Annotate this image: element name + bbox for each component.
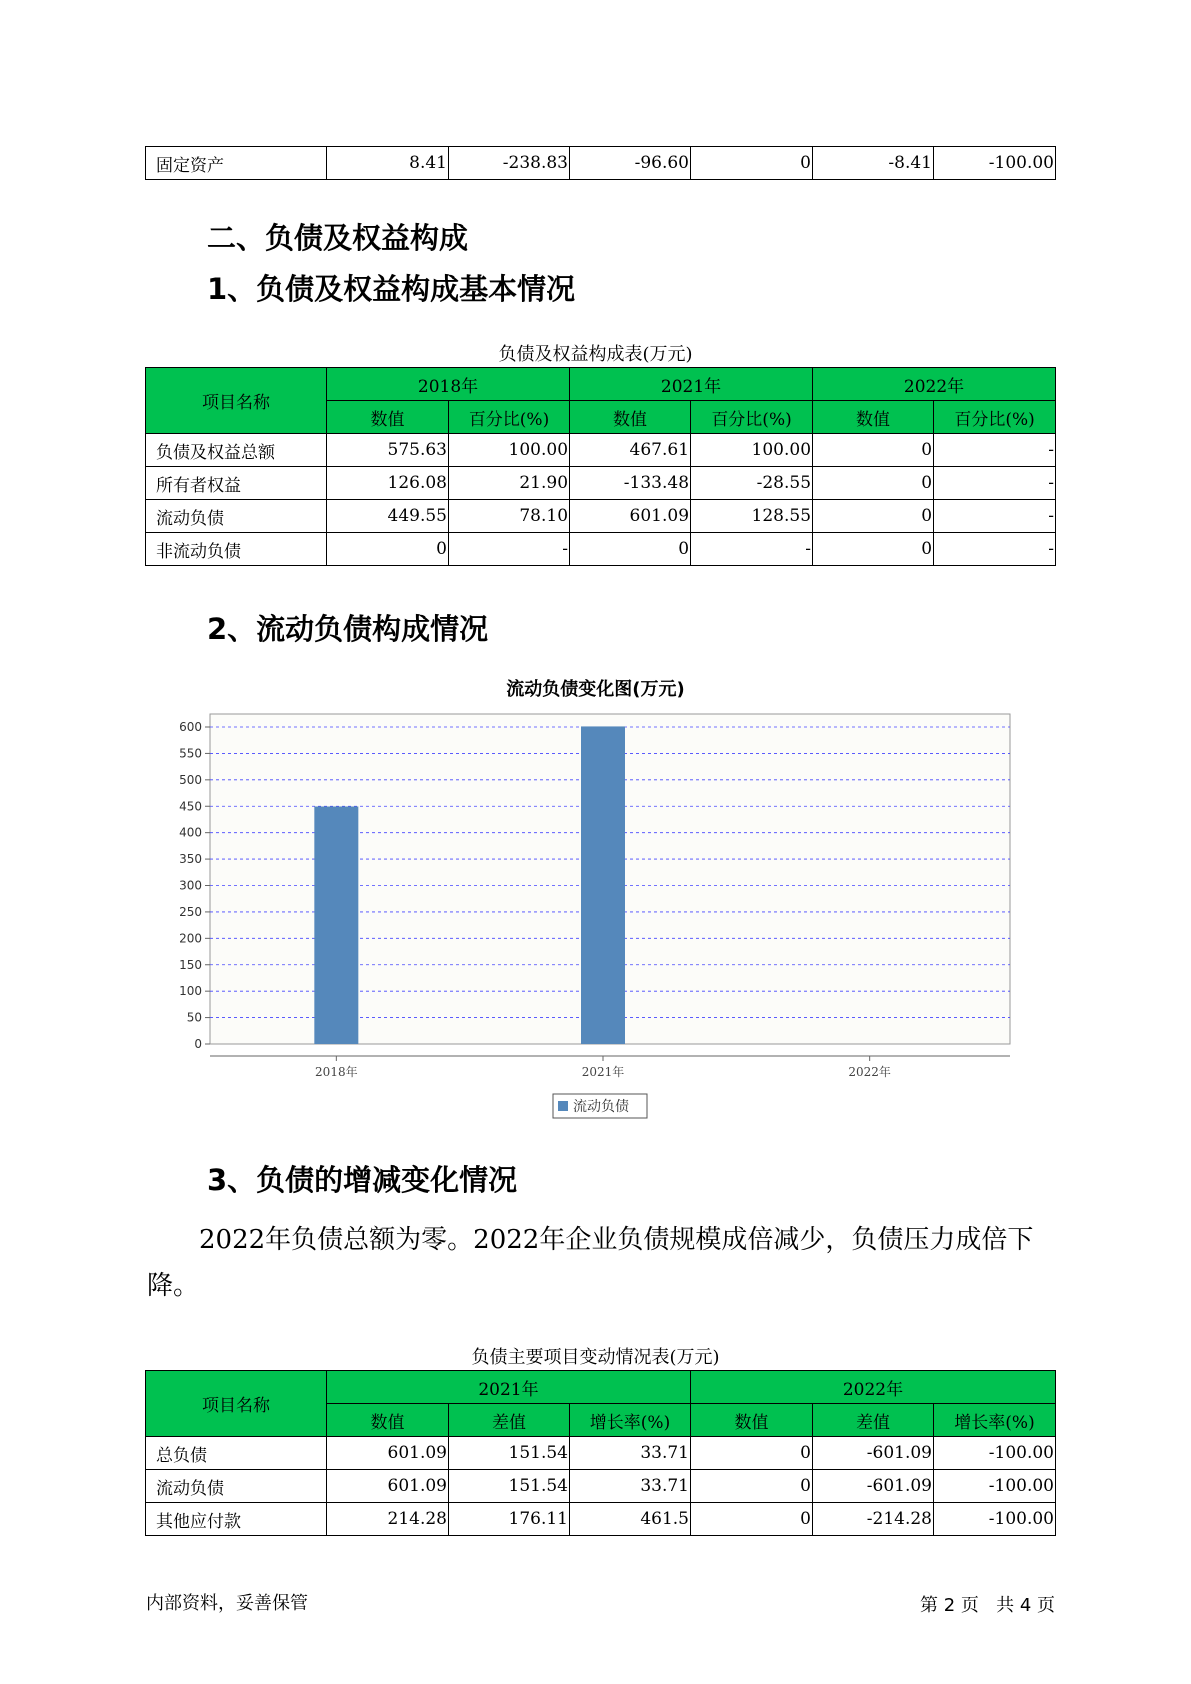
cell: 33.71 [570, 1470, 691, 1503]
section-heading: 二、负债及权益构成 [207, 221, 469, 255]
table-row [146, 467, 1056, 500]
row-label: 固定资产 [146, 147, 327, 180]
cell: -601.09 [813, 1437, 934, 1470]
liability-change-table [145, 1370, 1056, 1536]
sub-header: 数值 [570, 401, 691, 434]
y-tick-label: 550 [179, 746, 202, 761]
cell: - [934, 467, 1056, 500]
y-tick-label: 300 [179, 878, 202, 893]
legend-swatch [558, 1101, 568, 1111]
sub-header: 数值 [327, 401, 449, 434]
sub-header: 差值 [813, 1404, 934, 1437]
cell: -214.28 [813, 1503, 934, 1536]
x-tick-label: 2021年 [581, 1065, 625, 1079]
cell: 151.54 [449, 1470, 570, 1503]
table-caption: 负债及权益构成表(万元) [498, 344, 693, 365]
cell: 0 [691, 1437, 813, 1470]
y-tick-label: 150 [179, 957, 202, 972]
cell: - [449, 533, 570, 566]
sub-header: 百分比(%) [691, 401, 813, 434]
table-row [146, 434, 1056, 467]
cell: -28.55 [691, 467, 813, 500]
y-tick-label: 600 [179, 720, 202, 734]
row-label: 其他应付款 [146, 1503, 327, 1536]
sub-header: 数值 [813, 401, 934, 434]
row-label: 流动负债 [146, 1470, 327, 1503]
cell: -8.41 [813, 147, 934, 180]
bar-2021年 [581, 726, 625, 1044]
y-tick-label: 100 [179, 984, 202, 999]
bar-2018年 [314, 806, 358, 1044]
table-row [146, 533, 1056, 566]
liability-bar-chart [170, 710, 1020, 1130]
x-tick-label: 2018年 [315, 1065, 358, 1079]
cell: -601.09 [813, 1470, 934, 1503]
sub-header: 百分比(%) [934, 401, 1056, 434]
top-table [145, 146, 1056, 180]
cell: -238.83 [449, 147, 570, 180]
row-label: 负债及权益总额 [146, 434, 327, 467]
cell: 601.09 [327, 1470, 449, 1503]
legend-label: 流动负债 [573, 1099, 629, 1115]
cell: -96.60 [570, 147, 691, 180]
cell: 0 [813, 500, 934, 533]
cell: - [934, 533, 1056, 566]
sub-header: 数值 [691, 1404, 813, 1437]
cell: -100.00 [934, 1503, 1056, 1536]
sub-header: 数值 [327, 1404, 449, 1437]
x-tick-label: 2022年 [848, 1065, 891, 1079]
row-label: 非流动负债 [146, 533, 327, 566]
cell: - [934, 434, 1056, 467]
cell: 0 [691, 147, 813, 180]
y-tick-label: 400 [179, 825, 202, 840]
cell: -133.48 [570, 467, 691, 500]
cell: 467.61 [570, 434, 691, 467]
cell: 0 [691, 1470, 813, 1503]
cell: 0 [691, 1503, 813, 1536]
cell: 126.08 [327, 467, 449, 500]
year-header: 2022年 [813, 368, 1056, 401]
footer-confidential-note: 内部资料，妥善保管 [146, 1593, 308, 1614]
table-row [146, 1470, 1056, 1503]
sub-header: 增长率(%) [570, 1404, 691, 1437]
cell: 78.10 [449, 500, 570, 533]
subsection-heading: 3、负债的增减变化情况 [207, 1163, 518, 1197]
y-tick-label: 50 [186, 1010, 202, 1025]
cell: - [691, 533, 813, 566]
table-row [146, 1437, 1056, 1470]
table-caption: 负债主要项目变动情况表(万元) [471, 1347, 720, 1368]
table-row [146, 500, 1056, 533]
cell: 176.11 [449, 1503, 570, 1536]
cell: 601.09 [327, 1437, 449, 1470]
cell: 449.55 [327, 500, 449, 533]
year-header: 2021年 [327, 1371, 691, 1404]
cell: 214.28 [327, 1503, 449, 1536]
y-tick-label: 250 [179, 904, 202, 919]
cell: 0 [813, 533, 934, 566]
cell: 0 [813, 467, 934, 500]
cell: 0 [813, 434, 934, 467]
row-label: 总负债 [146, 1437, 327, 1470]
year-header: 2022年 [691, 1371, 1056, 1404]
y-tick-label: 200 [179, 931, 202, 946]
cell: 151.54 [449, 1437, 570, 1470]
row-label: 所有者权益 [146, 467, 327, 500]
sub-header: 增长率(%) [934, 1404, 1056, 1437]
cell: -100.00 [934, 1437, 1056, 1470]
cell: 601.09 [570, 500, 691, 533]
y-tick-label: 500 [179, 772, 202, 787]
subsection-heading: 1、负债及权益构成基本情况 [207, 272, 576, 306]
footer-page-number: 第 2 页 共 4 页 [920, 1595, 1055, 1616]
sub-header: 百分比(%) [449, 401, 570, 434]
cell: -100.00 [934, 147, 1056, 180]
cell: 575.63 [327, 434, 449, 467]
item-header: 项目名称 [146, 1371, 327, 1437]
cell: 100.00 [449, 434, 570, 467]
cell: 8.41 [327, 147, 449, 180]
item-header: 项目名称 [146, 368, 327, 434]
cell: 100.00 [691, 434, 813, 467]
equity-table [145, 367, 1056, 566]
summary-paragraph: 2022年负债总额为零。2022年企业负债规模成倍减少，负债压力成倍下降。 [147, 1225, 1034, 1301]
cell: 21.90 [449, 467, 570, 500]
cell: 461.5 [570, 1503, 691, 1536]
sub-header: 差值 [449, 1404, 570, 1437]
cell: 0 [327, 533, 449, 566]
row-label: 流动负债 [146, 500, 327, 533]
cell: -100.00 [934, 1470, 1056, 1503]
cell: - [934, 500, 1056, 533]
header-row [146, 1371, 1056, 1404]
y-tick-label: 0 [194, 1037, 202, 1051]
table-row [146, 147, 1056, 180]
year-header: 2021年 [570, 368, 813, 401]
cell: 0 [570, 533, 691, 566]
subsection-heading: 2、流动负债构成情况 [207, 612, 489, 646]
table-row [146, 1503, 1056, 1536]
year-header: 2018年 [327, 368, 570, 401]
chart-title: 流动负债变化图(万元) [506, 679, 685, 700]
cell: 128.55 [691, 500, 813, 533]
y-tick-label: 450 [179, 799, 202, 814]
y-tick-label: 350 [179, 852, 202, 867]
cell: 33.71 [570, 1437, 691, 1470]
header-row [146, 368, 1056, 401]
